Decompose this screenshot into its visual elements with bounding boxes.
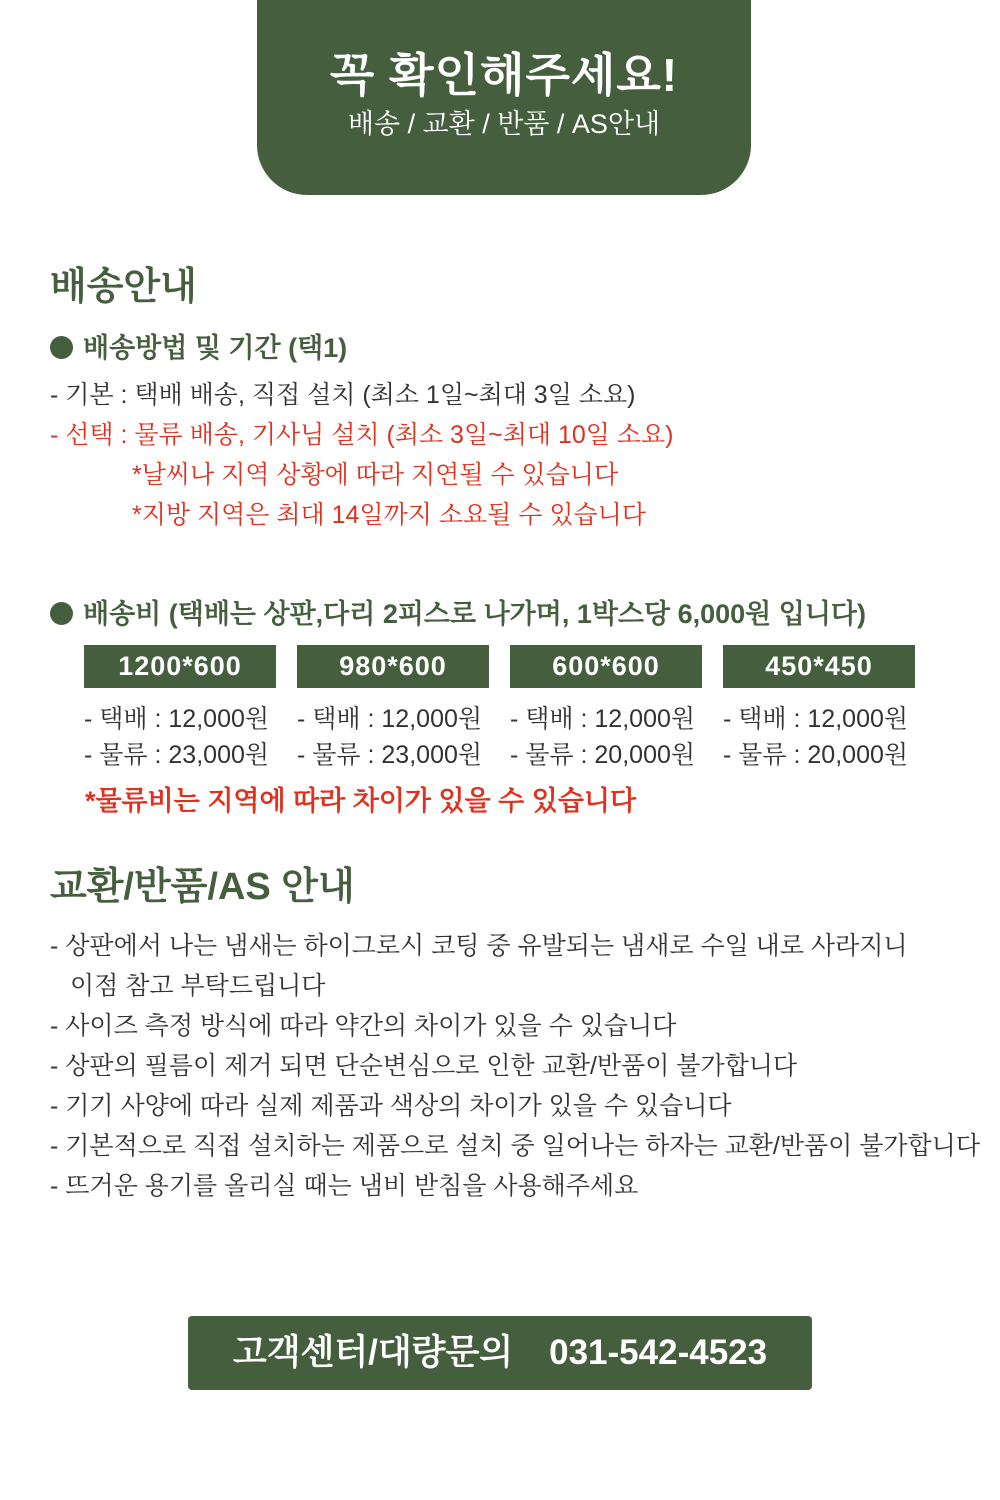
returns-item-odor-cont: 이점 참고 부탁드립니다	[70, 972, 326, 1000]
freight-fee-note: *물류비는 지역에 따라 차이가 있을 수 있습니다	[85, 786, 637, 816]
freight-fee-1200x600: - 물류 : 23,000원	[84, 741, 270, 769]
delivery-option: - 선택 : 물류 배송, 기사님 설치 (최소 3일~최대 10일 소요)	[50, 421, 674, 449]
header-banner	[257, 0, 751, 195]
parcel-fee-980x600: - 택배 : 12,000원	[297, 705, 483, 733]
parcel-fee-1200x600: - 택배 : 12,000원	[84, 705, 270, 733]
parcel-fee-450x450: - 택배 : 12,000원	[723, 705, 909, 733]
freight-fee-450x450: - 물류 : 20,000원	[723, 741, 909, 769]
freight-fee-600x600: - 물류 : 20,000원	[510, 741, 696, 769]
returns-section-title: 교환/반품/AS 안내	[50, 866, 355, 908]
customer-center-banner	[188, 1316, 812, 1390]
returns-item-film: - 상판의 필름이 제거 되면 단순변심으로 인한 교환/반품이 불가합니다	[50, 1052, 798, 1080]
delivery-basic: - 기본 : 택배 배송, 직접 설치 (최소 1일~최대 3일 소요)	[50, 381, 636, 409]
returns-item-hot-pot: - 뜨거운 용기를 올리실 때는 냄비 받침을 사용해주세요	[50, 1172, 639, 1200]
delivery-note-region: *지방 지역은 최대 14일까지 소요될 수 있습니다	[132, 501, 646, 529]
page-title: 꼭 확인해주세요!	[329, 49, 679, 101]
delivery-method-title: 배송방법 및 기간 (택1)	[83, 333, 348, 363]
freight-fee-980x600: - 물류 : 23,000원	[297, 741, 483, 769]
customer-center-label: 고객센터/대량문의	[232, 1333, 514, 1372]
returns-item-install: - 기본적으로 직접 설치하는 제품으로 설치 중 일어나는 하자는 교환/반품이 불가합니다	[50, 1132, 980, 1160]
size-label-980x600: 980*600	[297, 645, 489, 688]
customer-center-phone[interactable]: 031-542-4523	[549, 1333, 768, 1372]
size-label-600x600: 600*600	[510, 645, 702, 688]
delivery-note-weather: *날씨나 지역 상황에 따라 지연될 수 있습니다	[132, 461, 619, 489]
returns-item-color: - 기기 사양에 따라 실제 제품과 색상의 차이가 있을 수 있습니다	[50, 1092, 732, 1120]
bullet-icon	[50, 602, 73, 625]
parcel-fee-600x600: - 택배 : 12,000원	[510, 705, 696, 733]
delivery-fee-title: 배송비 (택배는 상판,다리 2피스로 나가며, 1박스당 6,000원 입니다)	[83, 599, 866, 629]
bullet-icon	[50, 336, 73, 359]
size-label-450x450: 450*450	[723, 645, 915, 688]
delivery-fee-heading	[50, 596, 866, 632]
page-subtitle: 배송 / 교환 / 반품 / AS안내	[347, 109, 661, 139]
delivery-section-title: 배송안내	[50, 266, 197, 308]
returns-item-size: - 사이즈 측정 방식에 따라 약간의 차이가 있을 수 있습니다	[50, 1012, 677, 1040]
delivery-method-heading	[50, 330, 347, 366]
returns-item-odor: - 상판에서 나는 냄새는 하이그로시 코팅 중 유발되는 냄새로 수일 내로 사라지니	[50, 932, 908, 960]
size-label-1200x600: 1200*600	[84, 645, 276, 688]
